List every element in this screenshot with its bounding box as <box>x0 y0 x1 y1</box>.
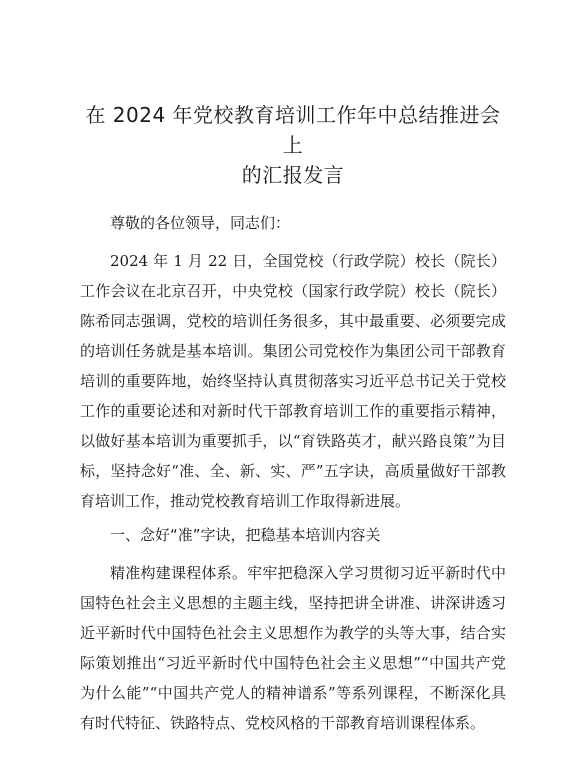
greeting: 尊敬的各位领导，同志们： <box>110 214 291 232</box>
document-title <box>80 100 506 190</box>
paragraph-curriculum: 精准构建课程体系。牢牢把稳深入学习贯彻习近平新时代中国特色社会主义思想的主题主线，坚持把讲全讲准、讲深讲透习近平新时代中国特色社会主义思想作为教学的头等大事，结合实际策划推出“习近平新时代中国特色社会主义思想”“中国共产党为什么能”“中国共产党人的精神谱系”等系列课程，不断深化具有时代特征、铁路特点、党校风格的干部教育培训课程体系。 <box>80 564 506 732</box>
title-line-1: 在 2024 年党校教育培训工作年中总结推进会上 <box>85 103 501 157</box>
document-page <box>80 100 506 742</box>
section-heading: 一、念好“准”字诀，把稳基本培训内容关 <box>110 526 381 544</box>
title-line-2: 的汇报发言 <box>241 163 345 187</box>
paragraph-intro: 2024 年 1 月 22 日，全国党校（行政学院）校长（院长）工作会议在北京召开，中央党校（国家行政学院）校长（院长）陈希同志强调，党校的培训任务很多，其中最重要、必须要完成的培训任务就是基本培训。集团公司党校作为集团公司干部教育培训的重要阵地，始终坚持认真贯彻落实习近平总书记关于党校工作的重要论述和对新时代干部教育培训工作的重要指示精神，以做好基本培训为重要抓手，以“育铁路英才，献兴路良策”为目标，坚持念好“准、全、新、实、严”五字诀，高质量做好干部教育培训工作，推动党校教育培训工作取得新进展。 <box>80 252 506 510</box>
